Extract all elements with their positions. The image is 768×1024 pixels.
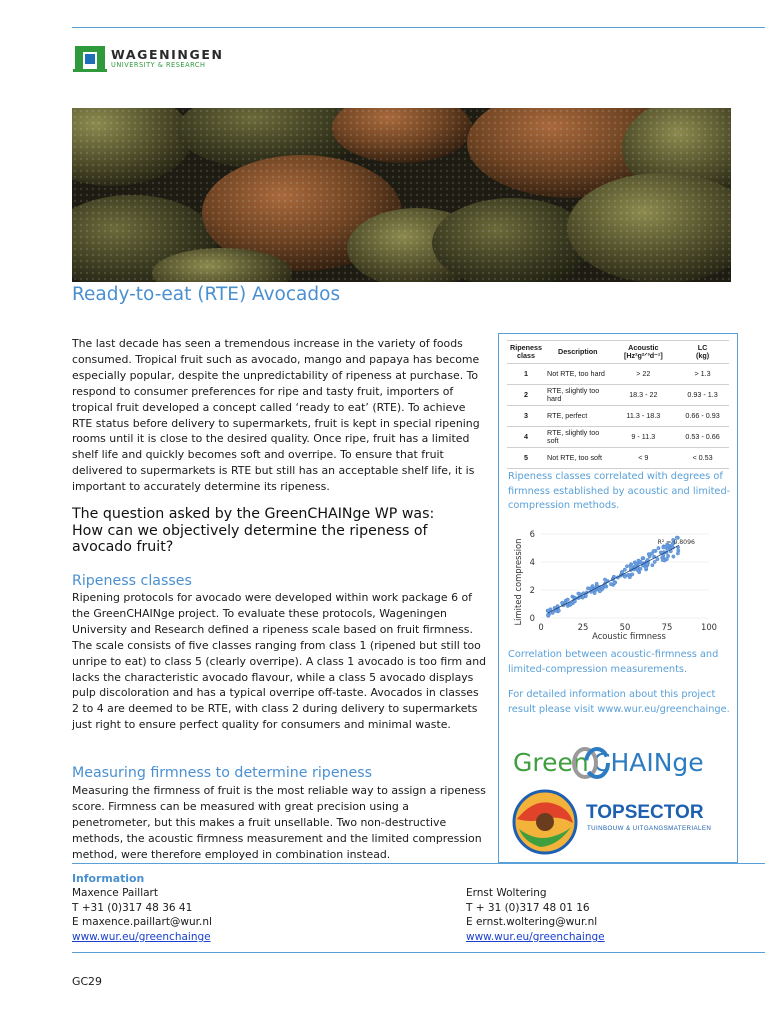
scatter-point [657, 546, 660, 549]
scatter-point [551, 611, 554, 614]
scatter-point [595, 582, 598, 585]
topsector-subtitle: TUINBOUW & UITGANGSMATERIALEN [587, 825, 712, 832]
scatter-point [628, 576, 631, 579]
contact-link[interactable]: www.wur.eu/greenchainge [466, 930, 605, 943]
lc-label: LC [697, 342, 708, 352]
cell-lc: > 1.3 [676, 364, 729, 385]
cell-lc: 0.93 - 1.3 [676, 385, 729, 406]
cell-description: RTE, slightly too hard [545, 385, 611, 406]
y-tick-label: 2 [529, 585, 535, 595]
contact-ernst [466, 886, 605, 944]
scatter-point [637, 559, 640, 562]
x-tick-label: 0 [538, 622, 544, 632]
col-header-acoustic [611, 341, 677, 364]
topsector-globe-icon [511, 789, 583, 855]
footer-rule-top [72, 863, 765, 864]
chart-caption: Correlation between acoustic-firmness and limited-compression measurements. [508, 649, 719, 675]
question-line-1: The question asked by the GreenCHAINge WP was: [72, 506, 435, 522]
ripeness-table [507, 340, 729, 469]
wur-logo-icon [73, 44, 107, 74]
contact-email: E ernst.woltering@wur.nl [466, 916, 598, 929]
table-row [507, 406, 729, 427]
chain-link-icon [571, 746, 611, 780]
scatter-point [586, 587, 589, 590]
document-code: GC29 [72, 975, 102, 988]
y-tick-label: 0 [529, 613, 535, 623]
contact-phone: T +31 (0)317 48 36 41 [72, 901, 193, 914]
col-header-description: Description [545, 341, 611, 364]
scatter-point [598, 590, 601, 593]
measure-paragraph: Measuring the firmness of fruit is the most reliable way to assign a ripeness score. Firmness can be measured with great precision using a penetrometer, but this makes a fruit unsellable. Two non-destructive methods, the acoustic firmness measurement and the limited compression method, were therefore employed in combination instead. [72, 784, 486, 861]
scatter-point [593, 591, 596, 594]
scatter-point [651, 564, 654, 567]
cell-acoustic: 11.3 - 18.3 [611, 406, 677, 427]
cell-lc: < 0.53 [676, 448, 729, 469]
y-tick-label: 4 [529, 557, 535, 567]
scatter-point [676, 552, 679, 555]
cell-description: Not RTE, too soft [545, 448, 611, 469]
page-title: Ready-to-eat (RTE) Avocados [72, 284, 341, 305]
contact-email: E maxence.paillart@wur.nl [72, 916, 212, 929]
sidebar-box [498, 333, 738, 863]
table-header-row [507, 341, 729, 364]
cell-class: 4 [507, 427, 545, 448]
col-header-lc [676, 341, 729, 364]
scatter-point [625, 565, 628, 568]
x-axis-label: Acoustic firmness [592, 631, 666, 641]
cell-acoustic: > 22 [611, 364, 677, 385]
trend-line [548, 545, 679, 613]
scatter-point [623, 568, 626, 571]
cell-acoustic: < 9 [611, 448, 677, 469]
scatter-point [644, 566, 647, 569]
firmness-scatter-chart [503, 526, 733, 642]
topsector-name: TOPSECTOR [586, 802, 704, 823]
scatter-point [666, 554, 669, 557]
cell-acoustic: 9 - 11.3 [611, 427, 677, 448]
col-header-class: Ripeness class [507, 341, 545, 364]
acoustic-unit: [Hz²g²ᐟ³d⁻¹] [623, 351, 663, 360]
question-line-2: How can we objectively determine the ripeness of avocado fruit? [72, 522, 428, 555]
y-axis-label: Limited compression [513, 538, 523, 626]
cell-description: RTE, perfect [545, 406, 611, 427]
x-tick-label: 50 [619, 622, 631, 632]
cell-class: 3 [507, 406, 545, 427]
cell-lc: 0.53 - 0.66 [676, 427, 729, 448]
scatter-point [623, 575, 626, 578]
scatter-point [672, 555, 675, 558]
org-name: WAGENINGEN [111, 47, 224, 62]
scatter-point [546, 613, 549, 616]
scatter-point [569, 603, 572, 606]
r-squared-annotation: R² = 0.8096 [657, 539, 695, 546]
top-rule [72, 27, 765, 28]
cell-class: 2 [507, 385, 545, 406]
scatter-point [549, 608, 552, 611]
scatter-point [609, 582, 612, 585]
scatter-point [577, 592, 580, 595]
scatter-point [652, 549, 655, 552]
scatter-point [656, 557, 659, 560]
scatter-point [603, 578, 606, 581]
more-info-text: For detailed information about this project result please visit www.wur.eu/greenchainge. [508, 689, 730, 715]
scatter-point [566, 598, 569, 601]
footer-rule-bottom [72, 952, 765, 953]
ripeness-heading: Ripeness classes [72, 573, 192, 589]
topsector-logo [511, 789, 731, 857]
scatter-point [581, 596, 584, 599]
scatter-point [629, 566, 632, 569]
cell-class: 5 [507, 448, 545, 469]
scatter-point [661, 558, 664, 561]
acoustic-label: Acoustic [628, 342, 659, 352]
lc-unit: (kg) [695, 351, 710, 360]
greenchainge-logo [513, 746, 733, 782]
scatter-point [648, 555, 651, 558]
info-heading: Information [72, 872, 145, 885]
wur-logo [73, 44, 243, 78]
x-tick-label: 75 [661, 622, 673, 632]
table-row [507, 427, 729, 448]
contact-maxence [72, 886, 212, 944]
cell-acoustic: 18.3 - 22 [611, 385, 677, 406]
x-tick-label: 25 [577, 622, 589, 632]
scatter-point [557, 609, 560, 612]
y-tick-label: 6 [529, 529, 535, 539]
contact-phone: T + 31 (0)317 48 01 16 [466, 901, 590, 914]
cell-lc: 0.66 - 0.93 [676, 406, 729, 427]
avocado-image [72, 108, 731, 282]
table-row [507, 364, 729, 385]
research-question [72, 506, 488, 556]
scatter-point [613, 582, 616, 585]
greenchainge-logo-blue: CHAINge [593, 748, 704, 777]
org-subtitle: UNIVERSITY & RESEARCH [111, 61, 206, 69]
contact-name: Maxence Paillart [72, 887, 158, 899]
measure-heading: Measuring firmness to determine ripeness [72, 765, 373, 781]
table-row [507, 448, 729, 469]
cell-description: RTE, slightly too soft [545, 427, 611, 448]
intro-paragraph: The last decade has seen a tremendous increase in the variety of foods consumed. Tropical fruit such as avocado, mango and papaya has become especially popular, despite the unpredictability of ripeness at purchase. To respond to consumer preferences for ripe and tasty fruit, importers of tropical fruit developed a concept called ‘ready to eat’ (RTE). To achieve RTE status before delivery to supermarkets, fruit is kept in special ripening rooms until it is close to the desired quality. Once ripe, fruit has a limited shelf life and quickly becomes soft and overripe. To ensure that fruit delivered to supermarkets is RTE but still has an acceptable shelf life, it is important to accurately determine its ripeness. [72, 337, 480, 494]
hero-avocado-photo [72, 108, 731, 282]
scatter-point [631, 573, 634, 576]
contact-link[interactable]: www.wur.eu/greenchainge [72, 930, 211, 943]
chart-points [546, 536, 680, 618]
table-caption: Ripeness classes correlated with degrees of firmness established by acoustic and limited-compression methods. [508, 471, 731, 512]
cell-description: Not RTE, too hard [545, 364, 611, 385]
greenchainge-logo-green: Green [513, 748, 589, 777]
table-row [507, 385, 729, 406]
x-tick-label: 100 [701, 622, 717, 632]
contact-name: Ernst Woltering [466, 887, 547, 899]
scatter-point [653, 560, 656, 563]
scatter-point [642, 556, 645, 559]
ripeness-paragraph: Ripening protocols for avocado were developed within work package 6 of the GreenCHAINge project. To evaluate these protocols, Wageningen University and Research defined a ripeness scale based on fruit firmness. The scale consists of five classes ranging from class 1 (ripened but still too unripe to eat) to class 5 (clearly overripe). A class 1 avocado is too firm and lacks the characteristic avocado flavour, while a class 5 avocado displays pulp discoloration and has a typical overripe off-taste. Avocados in classes 2 to 4 are deemed to be RTE, with class 2 during delivery to supermarkets just right to ensure perfect quality for consumers and minimal waste. [72, 591, 487, 732]
cell-class: 1 [507, 364, 545, 385]
